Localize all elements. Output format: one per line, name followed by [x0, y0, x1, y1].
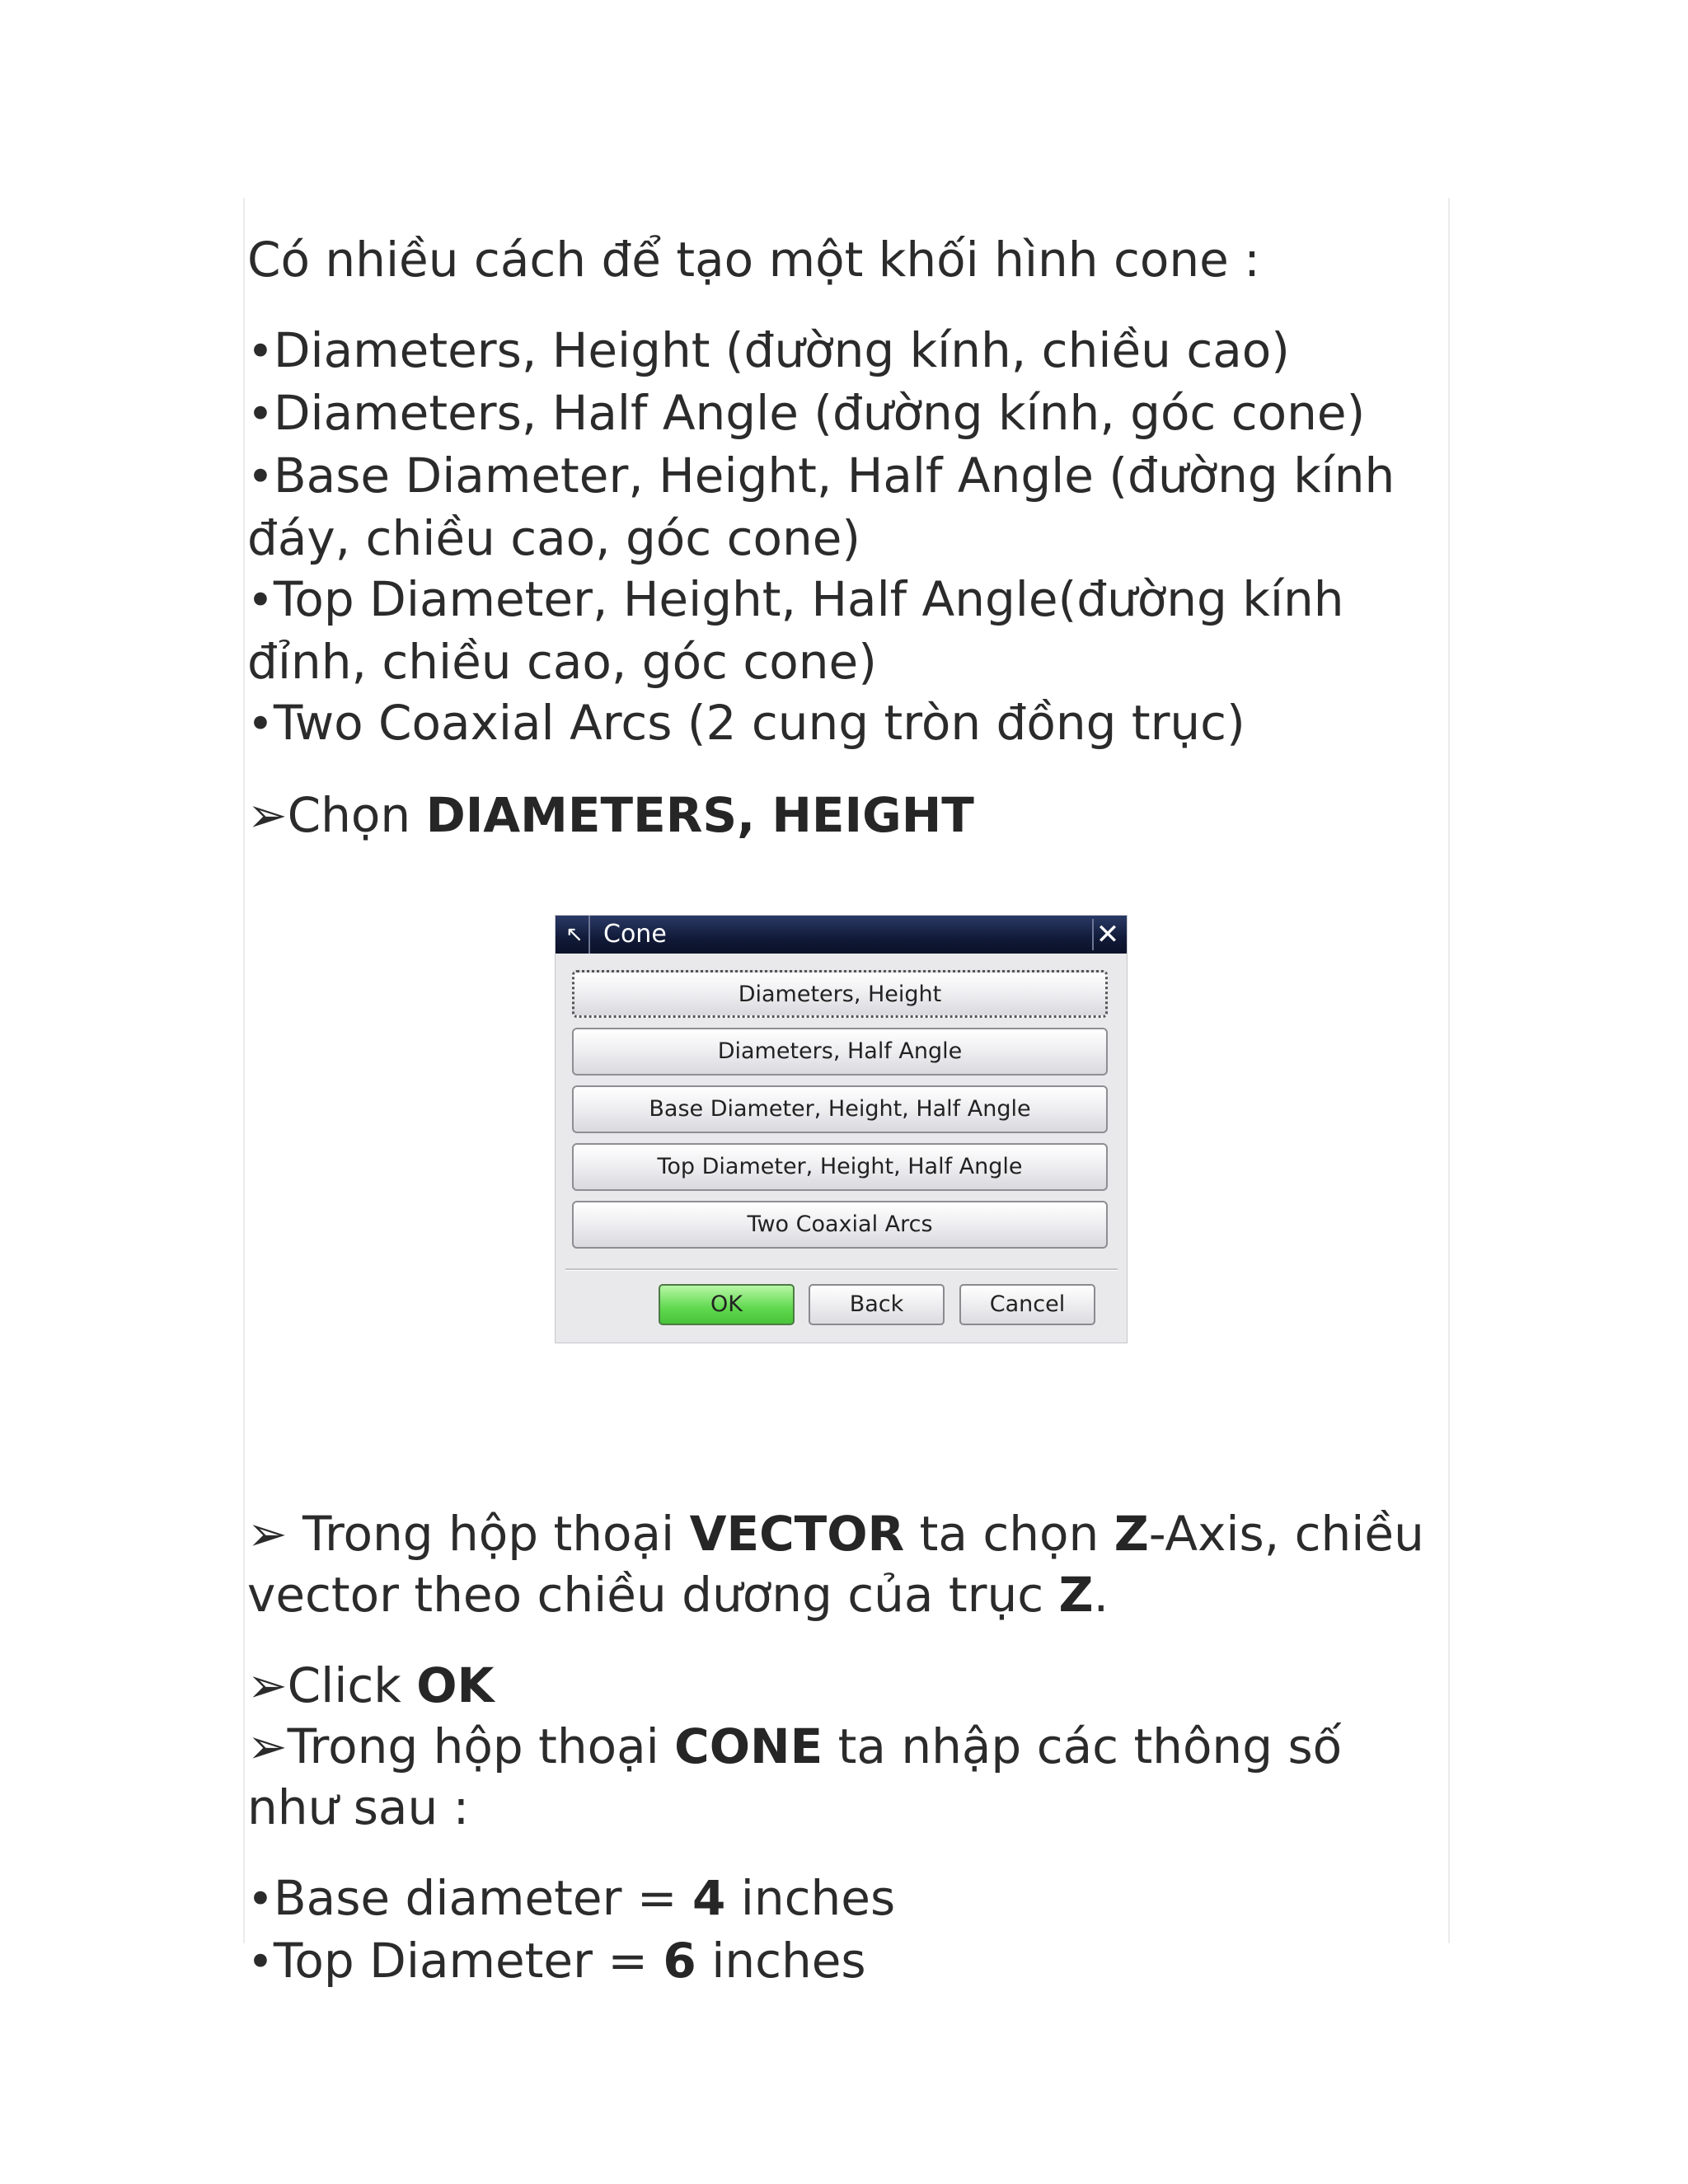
back-button[interactable]: Back: [809, 1284, 945, 1325]
step-bold: CONE: [674, 1718, 823, 1774]
step-bold: Z: [1058, 1567, 1094, 1623]
param-item-1: [247, 1868, 1442, 1930]
intro-text: Có nhiều cách để tạo một khối hình cone :: [247, 232, 1260, 288]
cancel-button[interactable]: Cancel: [959, 1284, 1095, 1325]
step-bold: VECTOR: [689, 1506, 905, 1562]
arrow-icon: ➢: [247, 1506, 288, 1562]
dialog-title: Cone: [603, 920, 667, 949]
param-value: 4: [692, 1870, 726, 1926]
option-base-diameter-height-half-angle[interactable]: Base Diameter, Height, Half Angle: [572, 1085, 1108, 1133]
param-value: 6: [663, 1933, 696, 1989]
step-text: ta chọn: [904, 1506, 1114, 1562]
ok-button[interactable]: OK: [659, 1284, 795, 1325]
step-text: -Axis, chiều vector theo chiều dương của trục: [247, 1506, 1424, 1623]
step-text: Click: [287, 1657, 417, 1713]
arrow-icon: ➢: [247, 787, 288, 843]
arrow-icon: ➢: [247, 1657, 288, 1713]
step-cone: [247, 1716, 1442, 1838]
step-text: Trong hộp thoại: [287, 1718, 675, 1774]
step-bold: DIAMETERS, HEIGHT: [425, 787, 974, 843]
step-bold: OK: [416, 1657, 495, 1713]
method-text: Base Diameter, Height, Half Angle (đường kính đáy, chiều cao, góc cone): [247, 448, 1395, 566]
param-item-2: [247, 1930, 1442, 1993]
method-text: Diameters, Height (đường kính, chiều cao): [273, 322, 1290, 378]
step-click: [247, 1655, 1442, 1716]
step-text: .: [1093, 1567, 1109, 1623]
param-label: Top Diameter =: [273, 1933, 663, 1989]
option-diameters-half-angle[interactable]: Diameters, Half Angle: [572, 1028, 1108, 1076]
option-diameters-height[interactable]: Diameters, Height: [572, 970, 1108, 1018]
method-item-4: [247, 569, 1442, 692]
param-unit: inches: [696, 1933, 866, 1989]
method-item-1: [247, 320, 1442, 382]
method-text: Diameters, Half Angle (đường kính, góc cone): [273, 385, 1366, 441]
option-two-coaxial-arcs[interactable]: Two Coaxial Arcs: [572, 1201, 1108, 1249]
close-icon[interactable]: ✕: [1092, 919, 1122, 950]
option-top-diameter-height-half-angle[interactable]: Top Diameter, Height, Half Angle: [572, 1143, 1108, 1191]
dialog-divider: [565, 1268, 1118, 1271]
param-label: Base diameter =: [273, 1870, 692, 1926]
step-vector: [247, 1503, 1442, 1625]
param-unit: inches: [725, 1870, 896, 1926]
dialog-titlebar[interactable]: [556, 916, 1127, 954]
method-item-2: [247, 382, 1442, 445]
cursor-arrow-icon: ↖: [560, 916, 590, 954]
step-text: Chọn: [287, 787, 426, 843]
method-text: Two Coaxial Arcs (2 cung tròn đồng trục): [273, 695, 1245, 751]
method-item-5: [247, 692, 1442, 755]
step-bold: Z: [1114, 1506, 1149, 1562]
step-text: Trong hộp thoại: [287, 1506, 690, 1562]
method-item-3: [247, 445, 1442, 569]
method-text: Top Diameter, Height, Half Angle(đường kính đỉnh, chiều cao, góc cone): [247, 571, 1344, 690]
arrow-icon: ➢: [247, 1718, 288, 1774]
cone-dialog: [555, 915, 1128, 1343]
step-text: ta nhập các thông số như sau :: [247, 1718, 1343, 1835]
step-choose: [247, 785, 1442, 846]
